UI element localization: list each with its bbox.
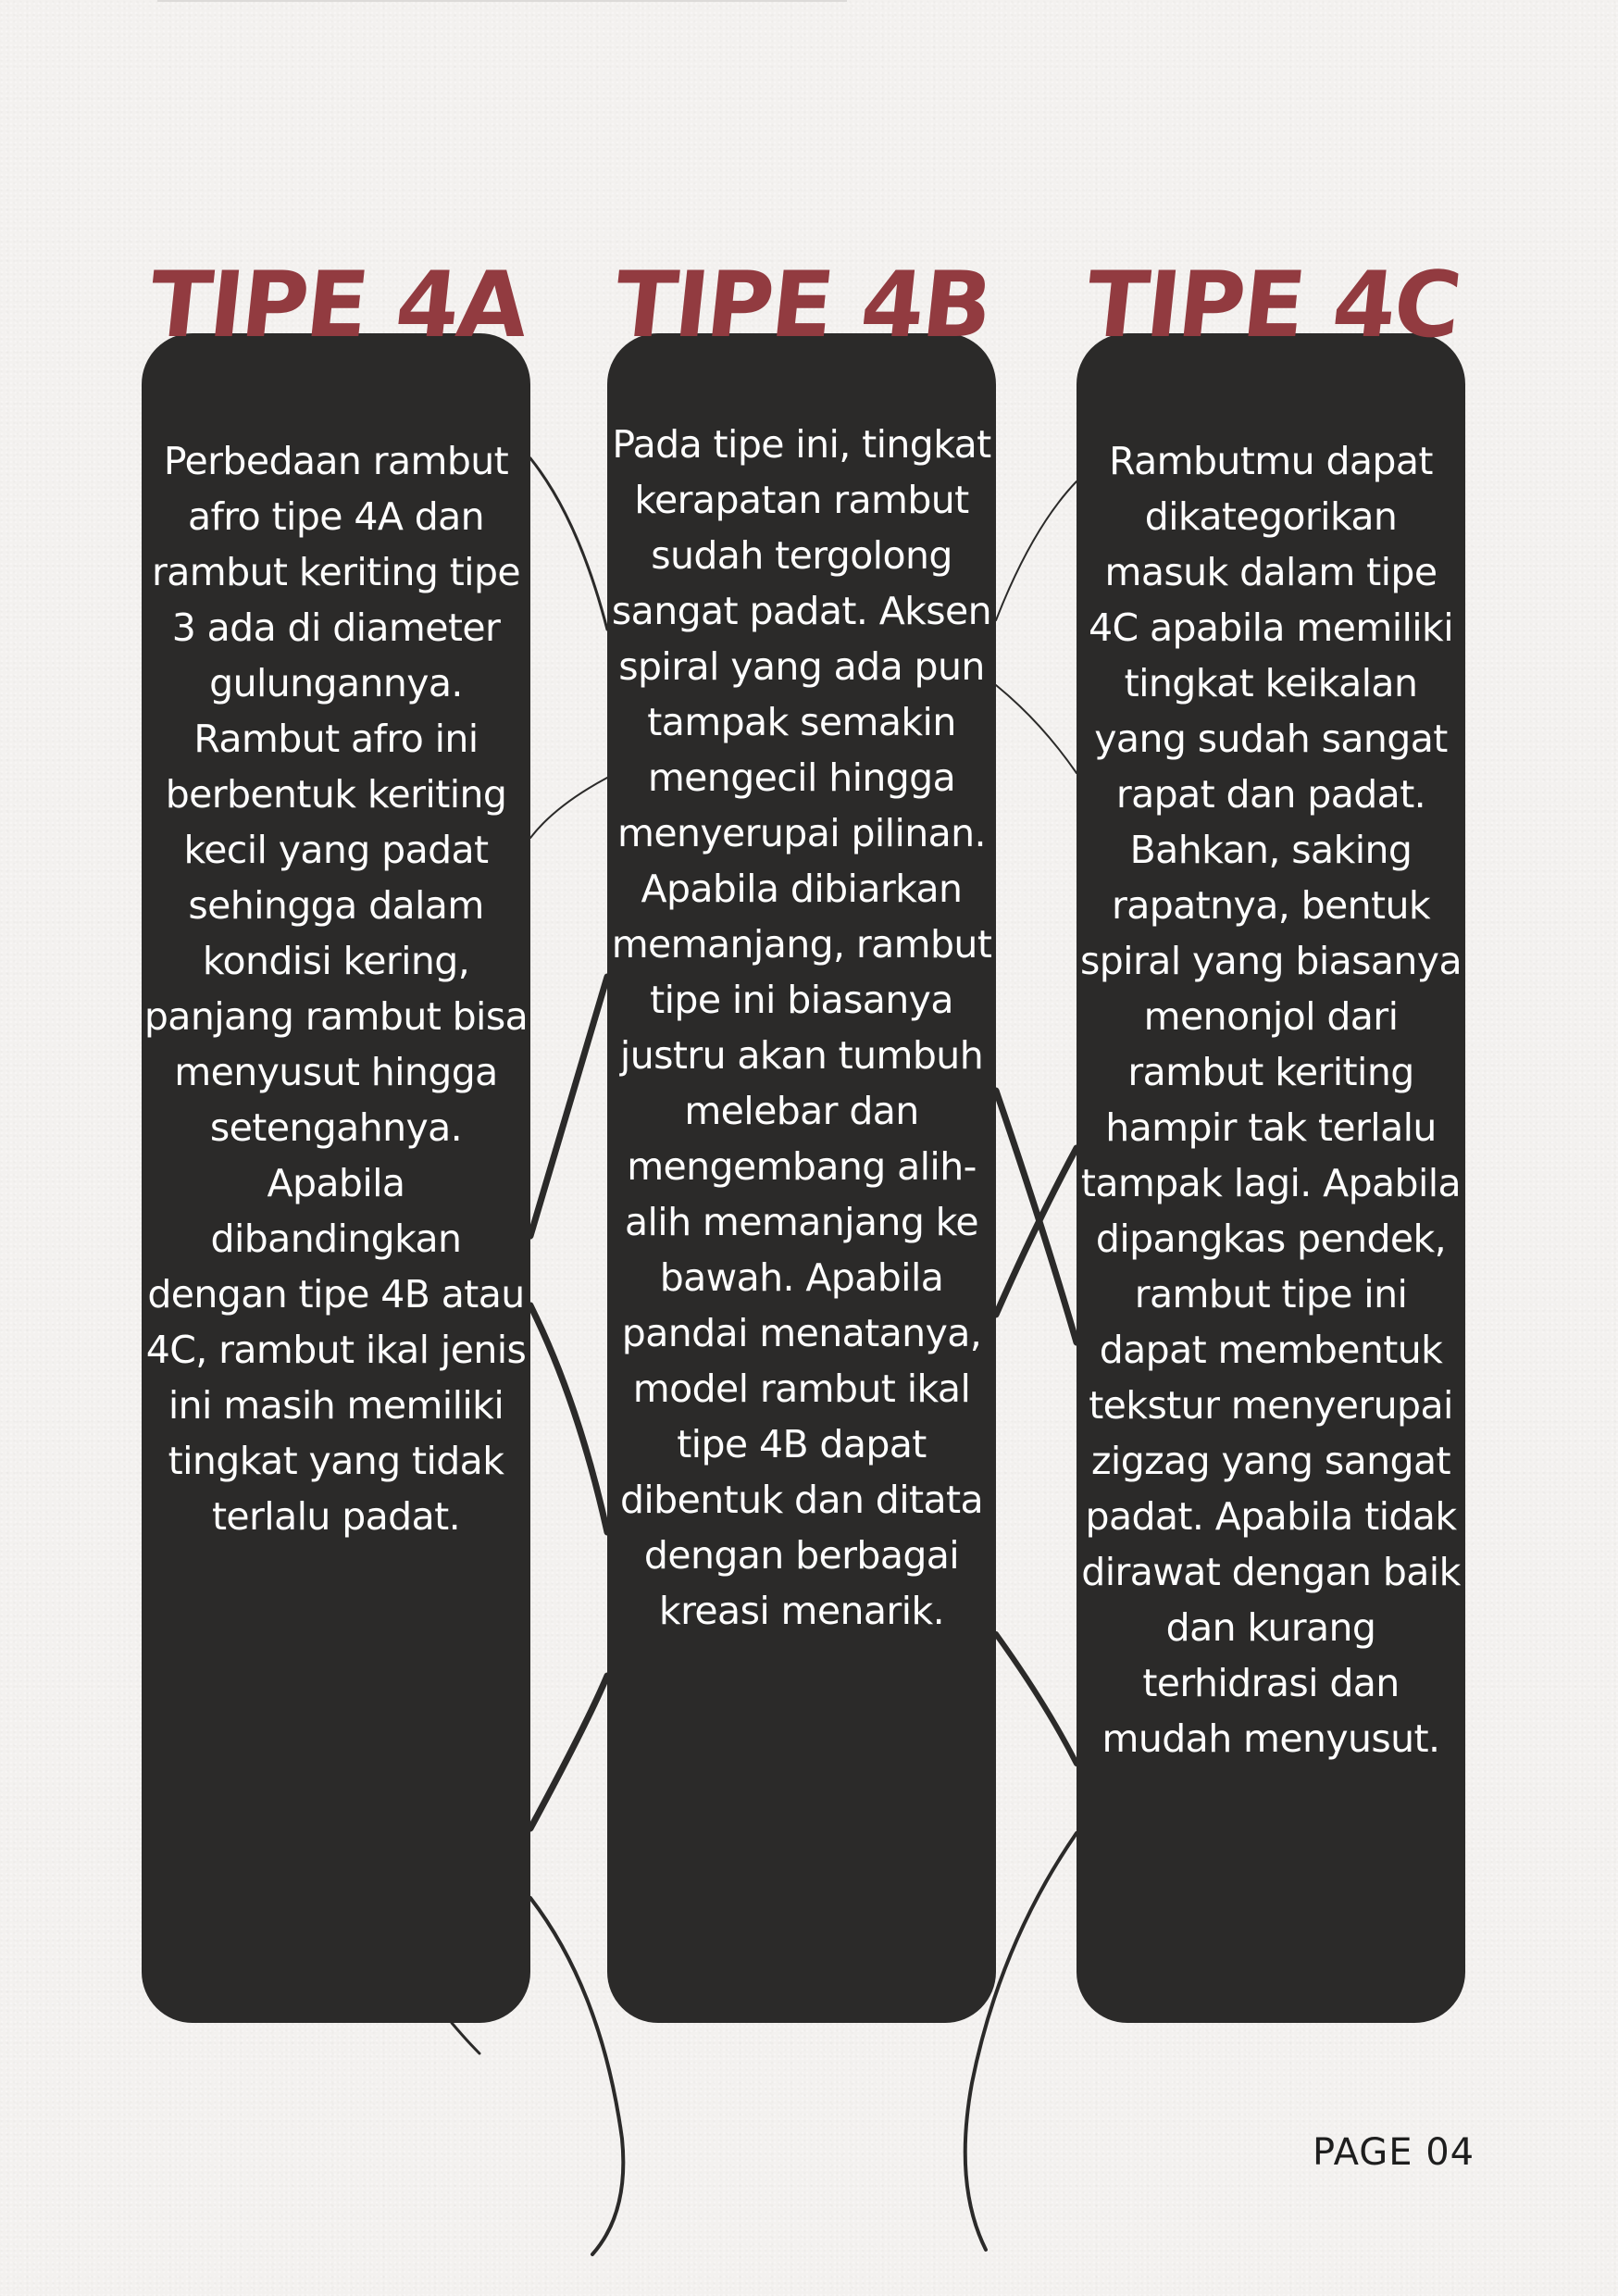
column-2-text: Pada tipe ini, tingkat kerapatan rambut sudah tergolong sangat padat. Aksen spiral yang ada pun tampak semakin mengecil hingga menyerupai pilinan. Apabila dibiarkan memanjang, rambut tipe ini biasanya justru akan tumbuh melebar dan mengembang alih-alih memanjang ke bawah. Apabila pandai menatanya, model rambut ikal tipe 4B dapat dibentuk dan ditata dengan berbagai kreasi menarik. (611, 422, 992, 1633)
column-2-card (607, 333, 996, 2023)
column-1-heading: TIPE 4A (143, 253, 532, 358)
page-number-label: PAGE 04 (1313, 2131, 1475, 2174)
column-3-text: Rambutmu dapat dikategorikan masuk dalam tipe 4C apabila memiliki tingkat keikalan yang sudah sangat rapat dan padat. Bahkan, saking rapatnya, bentuk spiral yang biasanya menonjol dari rambut keriting hampir tak terlalu tampak lagi. Apabila dipangkas pendek, rambut tipe ini dapat membentuk tekstur menyerupai zigzag yang sangat padat. Apabila tidak dirawat dengan baik dan kurang terhidrasi dan mudah menyusut. (1079, 439, 1462, 1761)
column-3-card (1077, 333, 1465, 2023)
column-1-card (142, 333, 530, 2023)
column-1-text: Perbedaan rambut afro tipe 4A dan rambut keriting tipe 3 ada di diameter gulungannya. Rambut afro ini berbentuk keriting kecil yang padat sehingga dalam kondisi kering, panjang rambut bisa menyusut hingga setengahnya. Apabila dibandingkan dengan tipe 4B atau 4C, rambut ikal jenis ini masih memiliki tingkat yang tidak terlalu padat. (143, 439, 529, 1539)
column-2-heading: TIPE 4B (609, 253, 996, 358)
column-3-heading: TIPE 4C (1080, 253, 1465, 358)
